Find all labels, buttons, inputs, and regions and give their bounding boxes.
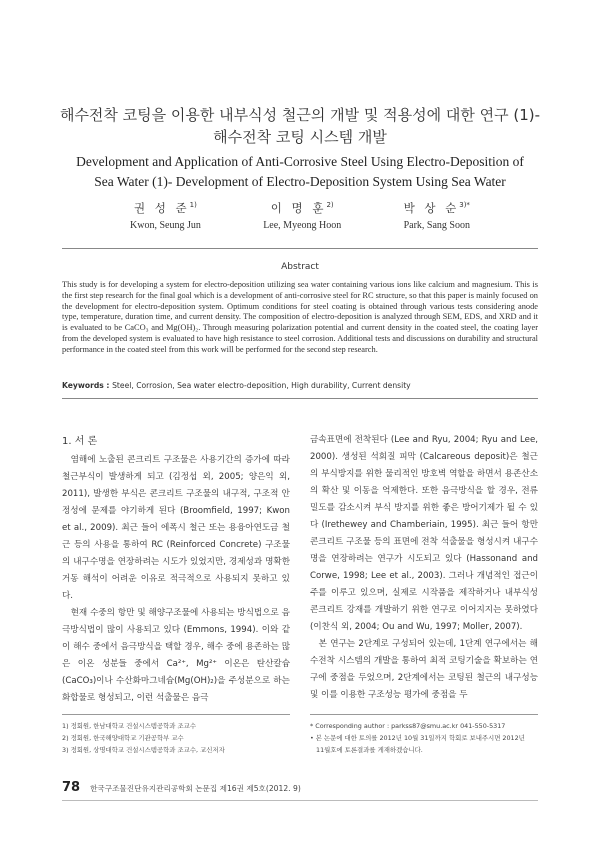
author-1 bbox=[130, 200, 201, 231]
abstract-bottom-rule bbox=[62, 398, 538, 399]
page-footer bbox=[62, 780, 538, 795]
footnote-rule-left bbox=[62, 714, 290, 715]
author-2 bbox=[263, 200, 341, 231]
footnote-1: 1) 정회원, 한남대학교 건설시스템공학과 조교수 bbox=[62, 722, 197, 730]
author-3-affil: 3)* bbox=[459, 201, 470, 210]
keywords-label: Keywords : bbox=[62, 381, 113, 390]
author-3-name-ko: 박 상 순 bbox=[403, 201, 460, 215]
footnotes-right bbox=[310, 720, 538, 756]
discussion-note-2: 11월호에 토론결과를 게재하겠습니다. bbox=[316, 746, 423, 754]
body-column-right bbox=[310, 432, 538, 704]
author-3-name-en: Park, Sang Soon bbox=[403, 220, 470, 231]
abstract-body: This study is for developing a system for electro-deposition utilizing sea water containing various ions like calcium and magnesium. This is the first step research for the final goal which is a development of anti-corrosive steel for RC structure, so that this paper is mainly focused on the development for electro-deposition system. Optimum conditions for steel coating is obtained through various tests considering anode type, temperature, duration time, and current density. The composition of electro-deposition is analyzed through SEM, EDS, and XRD and it is evaluated to be CaCO₃ and Mg(OH)₂. Through measuring polarization potential and current density in the coated steel, the coating layer from the developed system is evaluated to have high resistance to steel corrosion. Additional tests and discussions on durability and structural performance in the coated steel from this work will be performed for the second step research. bbox=[62, 280, 538, 354]
author-2-affil: 2) bbox=[326, 201, 334, 210]
intro-paragraph-2: 현재 수중의 항만 및 해양구조물에 사용되는 방식법으로 음극방식법이 많이 사용되고 있다 (Emmons, 1994). 이와 같이 해수 중에서 음극방식을 택할 경우, 해수 중에 용존하는 많은 이온 성분들 중에서 Ca²⁺, Mg²⁺ 이온은 탄산칼슘(CaCO₃)이나 수산화마그네슘(Mg(OH)₂)을 주성분으로 하는 화합물로 형성되고, 이런 석출물은 음극 bbox=[62, 608, 290, 703]
title-english-line-1: Development and Application of Anti-Corrosive Steel Using Electro-Deposition of bbox=[76, 154, 524, 169]
corresponding-author: * Corresponding author : parkss87@smu.ac.kr 041-550-5317 bbox=[310, 722, 506, 730]
keywords-text: Steel, Corrosion, Sea water electro-deposition, High durability, Current density bbox=[112, 381, 411, 390]
section-heading-introduction: 1. 서 론 bbox=[62, 436, 98, 447]
title-english-line-2: Sea Water (1)- Development of Electro-Deposition System Using Sea Water bbox=[94, 174, 506, 189]
abstract-heading: Abstract bbox=[281, 262, 319, 272]
footer-rule bbox=[62, 800, 538, 801]
title-korean bbox=[40, 104, 560, 148]
page-number: 78 bbox=[62, 780, 81, 795]
author-1-affil: 1) bbox=[189, 201, 197, 210]
author-2-name-en: Lee, Myeong Hoon bbox=[263, 220, 342, 231]
title-korean-line-2: 해수전착 코팅 시스템 개발 bbox=[213, 128, 387, 146]
keywords bbox=[62, 381, 538, 390]
footnote-rule-right bbox=[310, 714, 538, 715]
journal-citation: 한국구조물진단유지관리공학회 논문집 제16권 제5호(2012. 9) bbox=[90, 784, 301, 793]
author-1-name-en: Kwon, Seung Jun bbox=[130, 220, 201, 231]
body-column-left bbox=[62, 452, 290, 707]
title-korean-line-1: 해수전착 코팅을 이용한 내부식성 철근의 개발 및 적용성에 대한 연구 (1)- bbox=[59, 106, 541, 124]
footnote-3: 3) 정회원, 상명대학교 건설시스템공학과 조교수, 교신저자 bbox=[62, 746, 225, 754]
author-list bbox=[130, 200, 470, 231]
author-3 bbox=[404, 200, 470, 231]
footnote-2: 2) 정회원, 한국해양대학교 기관공학부 교수 bbox=[62, 734, 184, 742]
abstract-top-rule bbox=[62, 248, 538, 249]
discussion-note-1: • 본 논문에 대한 토의를 2012년 10월 31일까지 학회로 보내주시면 2012년 bbox=[310, 734, 525, 742]
author-2-name-ko: 이 명 훈 bbox=[270, 201, 327, 215]
intro-paragraph-4: 본 연구는 2단계로 구성되어 있는데, 1단계 연구에서는 해수전착 시스템의 개발을 통하여 최적 코팅기술을 확보하는 연구에 중점을 두었으며, 2단계에서는 코팅된 철근의 내구성능 및 이를 이용한 구조성능 평가에 중점을 두 bbox=[310, 639, 538, 700]
author-1-name-ko: 권 성 준 bbox=[134, 201, 190, 215]
footnotes-left bbox=[62, 720, 290, 756]
title-english bbox=[40, 152, 560, 192]
intro-paragraph-3: 금속표면에 전착된다 (Lee and Ryu, 2004; Ryu and Lee, 2000). 생성된 석회질 피막 (Calcareous deposit)은 철근의 부식방지를 위한 물리적인 방호벽 역할을 하면서 용존산소의 확산 및 이동을 억제한다. 또한 음극방식을 할 경우, 전류밀도를 감소시켜 부식 방지를 위한 좋은 방어기제가 될 수 있다 (Irethewey and Chamberiain, 1995). 최근 들어 항만 콘크리트 구조물 등의 표면에 전착 석출물을 형성시켜 내구수명을 연장하려는 연구가 시도되고 있다 (Hassonand and Corwe, 1998; Lee et al., 2003). 그러나 개념적인 접근이 주를 이루고 있으며, 실제로 시작품을 제작하거나 내부식성 콘크리트 강재를 개발하기 위한 연구로 이어지지는 못하였다 (이찬식 외, 2004; Ou and Wu, 1997; Moller, 2007). bbox=[310, 435, 538, 632]
intro-paragraph-1: 염해에 노출된 콘크리트 구조물은 사용기간의 증가에 따라 철근부식이 발생하게 되고 (김정섭 외, 2005; 양은익 외, 2011), 발생한 부식은 콘크리트 구조물의 내구적, 구조적 안정성에 문제를 야기하게 된다 (Broomfield, 1997; Kwon et al., 2009). 최근 들어 에폭시 철근 또는 용융아연도금 철근 등의 사용을 통하여 RC (Reinforced Concrete) 구조물의 내구수명을 연장하려는 시도가 있었지만, 경제성과 명확한 거동 해석이 어려운 이유로 적극적으로 사용되지 못하고 있다. bbox=[62, 455, 290, 601]
